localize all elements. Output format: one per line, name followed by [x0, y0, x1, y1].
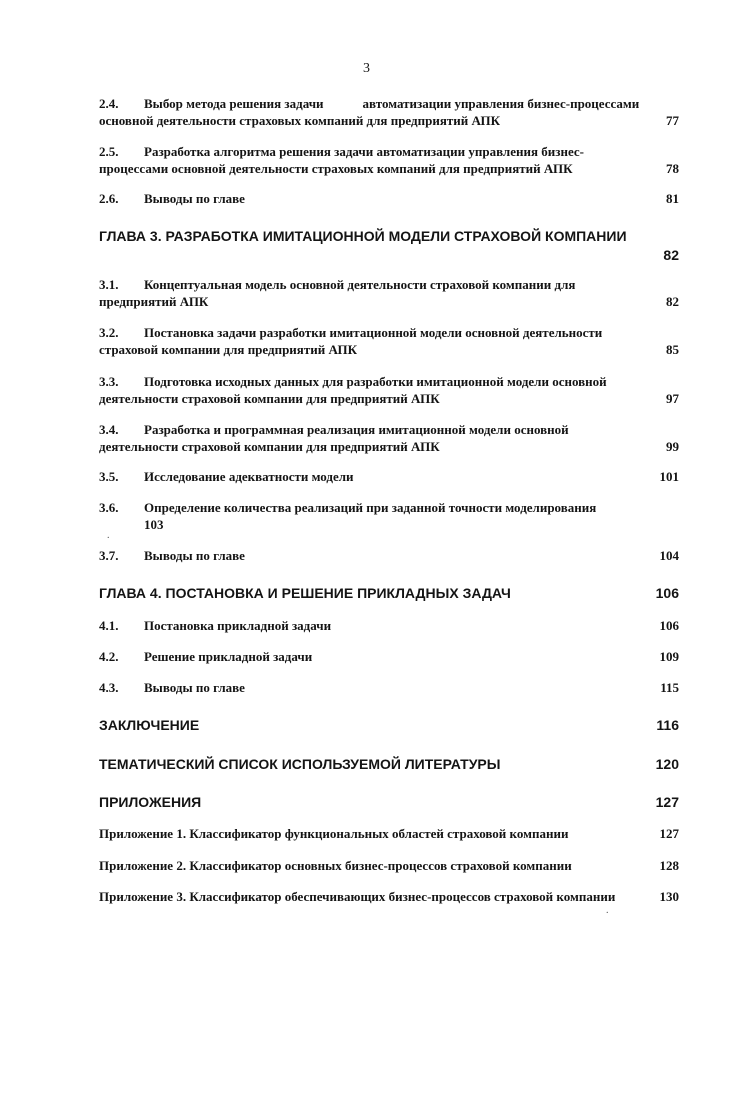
- toc-entry-page: 97: [666, 391, 679, 406]
- toc-entry-3-4[interactable]: [99, 421, 679, 455]
- toc-appendices[interactable]: [99, 793, 679, 812]
- toc-chapter-page: 127: [655, 794, 679, 810]
- toc-entry-page: 109: [659, 649, 679, 664]
- toc-entry-2-5[interactable]: [99, 143, 679, 177]
- toc-entry-number: 2.5.: [99, 144, 119, 159]
- toc-entry-3-6[interactable]: [99, 499, 679, 533]
- toc-entry-title: Выводы по главе: [144, 191, 245, 206]
- toc-chapter-title: ГЛАВА 4. ПОСТАНОВКА И РЕШЕНИЕ ПРИКЛАДНЫХ ЗАДАЧ: [99, 585, 511, 601]
- toc-entry-page: 99: [666, 439, 679, 454]
- toc-entry-number: 3.2.: [99, 325, 119, 340]
- toc-chapter-page: 116: [656, 717, 679, 733]
- toc-entry-3-5[interactable]: [99, 468, 679, 485]
- toc-entry-page: 78: [666, 161, 679, 176]
- toc-entry-page: 130: [659, 889, 679, 904]
- toc-entry-page: 106: [659, 618, 679, 633]
- toc-entry-title: Постановка прикладной задачи: [144, 618, 332, 633]
- toc-entry-page: 101: [659, 469, 679, 484]
- stray-dot: .: [107, 530, 110, 541]
- toc-entry-page: 85: [666, 342, 679, 357]
- toc-entry-number: 4.2.: [99, 649, 119, 664]
- toc-entry-title: Приложение 3. Классификатор обеспечивающих бизнес-процессов страховой компании: [99, 889, 616, 904]
- toc-entry-title: Выбор метода решения задачи автоматизации управления бизнес-процессами основной деятельности страховых компаний для предприятий АПК: [99, 96, 643, 128]
- toc-chapter-title: ТЕМАТИЧЕСКИЙ СПИСОК ИСПОЛЬЗУЕМОЙ ЛИТЕРАТУРЫ: [99, 756, 501, 772]
- page-number: 3: [363, 61, 370, 76]
- stray-dot: .: [606, 905, 609, 916]
- toc-entry-title: Концептуальная модель основной деятельности страховой компании для предприятий АПК: [99, 277, 576, 309]
- toc-entry-page: 81: [666, 191, 679, 206]
- toc-entry-title: Приложение 1. Классификатор функциональных областей страховой компании: [99, 826, 569, 841]
- toc-entry-title: Постановка задачи разработки имитационной модели основной деятельности страховой компании для предприятий АПК: [99, 325, 603, 357]
- toc-chapter-3[interactable]: [99, 227, 679, 263]
- toc-entry-title: Исследование адекватности модели: [144, 469, 354, 484]
- toc-entry-4-1[interactable]: [99, 617, 679, 634]
- toc-entry-title: Подготовка исходных данных для разработки имитационной модели основной деятельности страховой компании для предприятий АПК: [99, 374, 607, 406]
- toc-entry-title: Решение прикладной задачи: [144, 649, 313, 664]
- toc-chapter-title: ЗАКЛЮЧЕНИЕ: [99, 717, 200, 733]
- toc-entry-title: Выводы по главе: [144, 680, 245, 695]
- toc-entry-page: 77: [666, 113, 679, 128]
- toc-chapter-title: ГЛАВА 3. РАЗРАБОТКА ИМИТАЦИОННОЙ МОДЕЛИ СТРАХОВОЙ КОМПАНИИ: [99, 228, 627, 244]
- toc-entry-number: 3.6.: [99, 500, 119, 515]
- toc-entry-4-2[interactable]: [99, 648, 679, 665]
- toc-chapter-4[interactable]: [99, 584, 679, 603]
- toc-chapter-page: 106: [655, 585, 679, 601]
- toc-bibliography[interactable]: [99, 755, 679, 774]
- toc-entry-number: 3.1.: [99, 277, 119, 292]
- toc-entry-4-3[interactable]: [99, 679, 679, 696]
- toc-entry-title: Определение количества реализаций при заданной точности моделирования: [144, 500, 597, 515]
- toc-entry-3-2[interactable]: [99, 324, 679, 358]
- toc-entry-2-6[interactable]: [99, 190, 679, 207]
- toc-entry-3-1[interactable]: [99, 276, 679, 310]
- toc-entry-title: Выводы по главе: [144, 548, 245, 563]
- toc-entry-number: 3.3.: [99, 374, 119, 389]
- toc-entry-number: 3.4.: [99, 422, 119, 437]
- toc-entry-number: 3.5.: [99, 469, 119, 484]
- toc-entry-page: 115: [660, 680, 679, 695]
- toc-entry-number: 2.6.: [99, 191, 119, 206]
- toc-appendix-3[interactable]: [99, 888, 679, 905]
- toc-conclusion[interactable]: [99, 716, 679, 735]
- toc-entry-2-4[interactable]: [99, 95, 679, 129]
- toc-entry-3-7[interactable]: [99, 547, 679, 564]
- toc-appendix-2[interactable]: [99, 857, 679, 874]
- toc-entry-page: 127: [659, 826, 679, 841]
- toc-entry-page: 82: [666, 294, 679, 309]
- toc-entry-title: Разработка алгоритма решения задачи автоматизации управления бизнес-процессами основной деятельности страховых компаний для предприятий АПК: [99, 144, 584, 176]
- toc-entry-page: 128: [659, 858, 679, 873]
- toc-entry-number: 4.3.: [99, 680, 119, 695]
- toc-entry-title: Приложение 2. Классификатор основных бизнес-процессов страховой компании: [99, 858, 572, 873]
- toc-entry-page: 103: [144, 517, 164, 532]
- toc-entry-number: 2.4.: [99, 96, 119, 111]
- toc-chapter-title: ПРИЛОЖЕНИЯ: [99, 794, 202, 810]
- toc-chapter-page: 120: [655, 756, 679, 772]
- toc-entry-page: 104: [659, 548, 679, 563]
- toc-chapter-page: 82: [663, 247, 679, 263]
- toc-entry-number: 3.7.: [99, 548, 119, 563]
- toc-entry-title: Разработка и программная реализация имитационной модели основной деятельности страховой компании для предприятий АПК: [99, 422, 569, 454]
- toc-entry-number: 4.1.: [99, 618, 119, 633]
- toc-entry-3-3[interactable]: [99, 373, 679, 407]
- toc-appendix-1[interactable]: [99, 825, 679, 842]
